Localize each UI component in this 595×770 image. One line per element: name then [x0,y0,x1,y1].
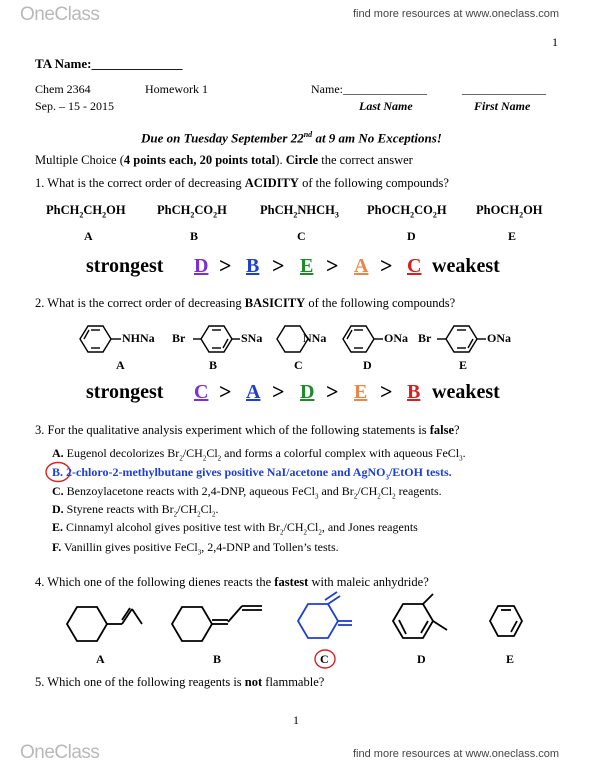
q2-c-substituent: NNa [303,331,327,345]
q1-gt-3: > [326,253,339,278]
name-label: Name:______________ [311,82,427,96]
oneclass-logo: OneClass [20,4,100,25]
instructions: Multiple Choice (4 points each, 20 points total). Circle the correct answer [35,153,413,167]
q1-label-c: C [297,229,306,243]
q1-answer-3: E [300,255,314,277]
q1-label-a: A [84,229,93,243]
q2-weakest: weakest [432,381,500,403]
q2-label-e: E [459,358,468,372]
q2-label-b: B [209,358,218,372]
q4-c-ring [298,604,338,638]
q1-gt-1: > [219,253,232,278]
q1-gt-2: > [272,253,285,278]
q2-a-substituent: NHNa [122,331,155,345]
q3-option-e: E. Cinnamyl alcohol gives positive test with $Br_2/CH_2Cl_2$, and Jones reagents [52,520,418,537]
q2-strongest: strongest [86,381,164,403]
q1-compound-d: $PhOCH_2CO_2H$ [367,203,447,220]
q3-option-f: F. Vanillin gives positive FeCl$_3$, 2,4-DNP and Tollen’s tests. [52,540,339,557]
q2-label-d: D [363,358,372,372]
q1-gt-4: > [380,253,393,278]
q2-answer-2: A [246,381,261,403]
footer-tagline: find more resources at www.oneclass.com [353,748,560,760]
page-number-top: 1 [552,35,558,49]
q4-label-a: A [96,652,105,666]
q1-label-b: B [190,229,199,243]
q3-option-d: D. Styrene reacts with $Br_2/CH_2Cl_2$. [52,502,219,519]
question-1: 1. What is the correct order of decreasing ACIDITY of the following compounds? [35,176,449,190]
q2-d-substituent: ONa [384,331,408,345]
question-5: 5. Which one of the following reagents is not flammable? [35,675,325,689]
q2-answer-1: C [194,381,209,403]
q1-compound-a: $PhCH_2CH_2OH$ [46,203,126,220]
q1-label-d: D [407,229,416,243]
q4-a-ring [67,607,107,641]
q2-gt-4: > [380,379,393,404]
q4-label-d: D [417,652,426,666]
q2-label-a: A [116,358,125,372]
first-name-label: First Name [474,99,531,113]
due-date: Due on Tuesday September 22nd at 9 am No Exceptions! [141,130,442,146]
header-tagline: find more resources at www.oneclass.com [353,8,560,20]
q2-b-br: Br [172,331,186,345]
q3-option-b: B. 2-chloro-2-methylbutane gives positive NaI/acetone and AgNO$_3$/EtOH tests. [52,465,452,482]
q4-label-c: C [320,652,329,666]
q1-label-e: E [508,229,517,243]
q1-answer-4: A [354,255,369,277]
q2-gt-1: > [219,379,232,404]
q2-answer-3: D [300,381,315,403]
q4-b-ring [172,607,212,641]
q1-answer-5: C [407,255,422,277]
question-4: 4. Which one of the following dienes reacts the fastest with maleic anhydride? [35,575,429,589]
q1-answer-1: D [194,255,209,277]
q3-option-a: A. Eugenol decolorizes $Br_2/CH_2Cl_2$ and forms a colorful complex with aqueous FeCl$_3$. [52,446,466,463]
q2-e-br: Br [418,331,432,345]
page-number-bottom: 1 [293,713,299,727]
oneclass-logo-footer: OneClass [20,742,100,763]
q2-answer-4: E [354,381,368,403]
q3-option-c: C. Benzoylacetone reacts with 2,4-DNP, aqueous FeCl$_3$ and $Br_2/CH_2Cl_2$ reagents. [52,484,442,501]
question-3: 3. For the qualitative analysis experiment which of the following statements is false? [35,423,460,437]
q2-gt-2: > [272,379,285,404]
q2-answer-5: B [407,381,421,403]
q4-label-e: E [506,652,515,666]
date: Sep. – 15 - 2015 [35,99,114,113]
ta-name-label: TA Name:______________ [35,56,183,71]
q1-compound-e: PhOCH$_2$OH [476,203,543,220]
q1-strongest: strongest [86,255,164,277]
q2-b-substituent: SNa [241,331,263,345]
last-name-label: Last Name [359,99,413,113]
q1-weakest: weakest [432,255,500,277]
q2-label-c: C [294,358,303,372]
question-2: 2. What is the correct order of decreasing BASICITY of the following compounds? [35,296,456,310]
q2-e-substituent: ONa [487,331,511,345]
q4-label-b: B [213,652,222,666]
q1-compound-c: $PhCH_2NHCH_3$ [260,203,339,220]
homework-title: Homework 1 [145,82,208,96]
q2-gt-3: > [326,379,339,404]
course-code: Chem 2364 [35,82,91,96]
name-blank: ______________ [462,82,546,96]
q1-answer-2: B [246,255,260,277]
q1-compound-b: $PhCH_2CO_2H$ [157,203,227,220]
